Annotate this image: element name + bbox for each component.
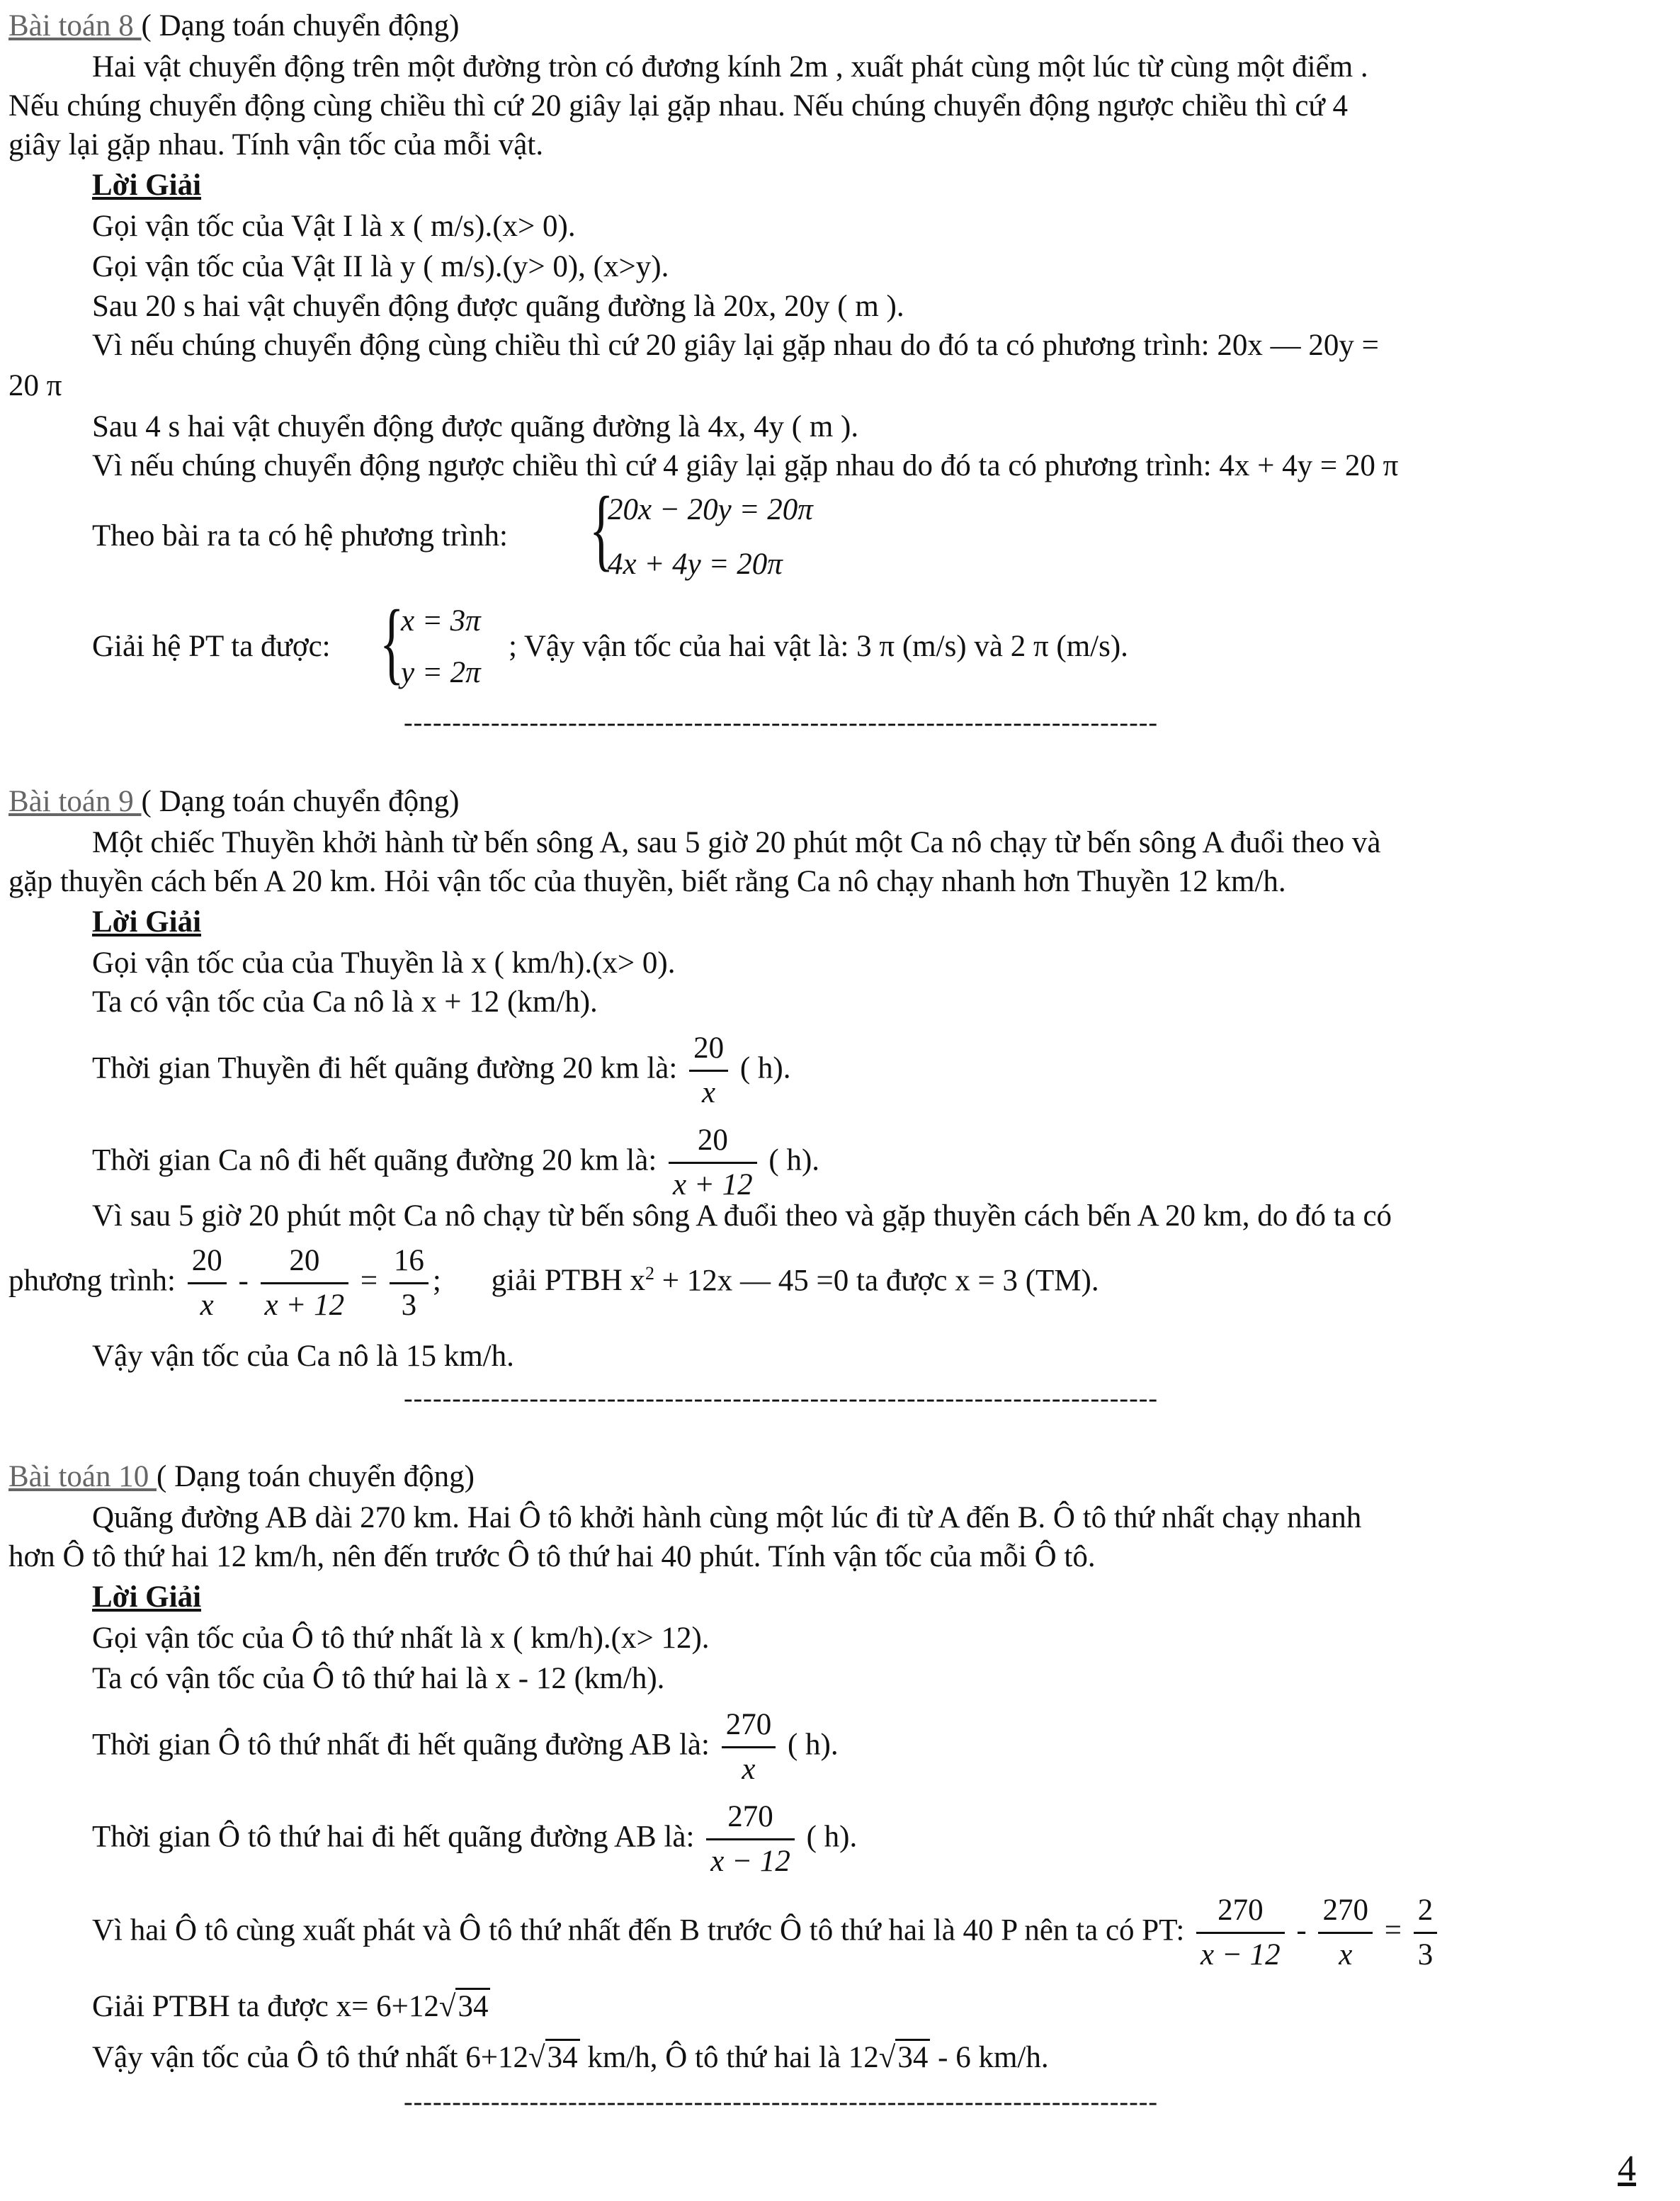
fraction-270-over-x	[722, 1704, 776, 1791]
problem-8-line-3: Sau 20 s hai vật chuyển động được quãng đường là 20x, 20y ( m ).	[92, 290, 904, 323]
unit-hours: ( h).	[787, 1728, 839, 1762]
quadratic-text: giải PTBH x	[491, 1264, 646, 1298]
problem-10-type: ( Dạng toán chuyển động)	[157, 1460, 475, 1493]
fraction-20-over-x-plus-12	[261, 1240, 349, 1327]
problem-10-statement-1: Quãng đường AB dài 270 km. Hai Ô tô khởi hành cùng một lúc đi từ A đến B. Ô tô thứ nhất chạy nhanh	[92, 1501, 1362, 1534]
problem-10-line-3-text: Thời gian Ô tô thứ nhất đi hết quãng đường AB là:	[92, 1728, 710, 1762]
sqrt-icon: √	[438, 1990, 456, 2023]
fraction-numerator: 2	[1417, 1894, 1434, 1927]
fraction-denominator: x − 12	[1196, 1932, 1285, 1976]
problem-9-solution-label: Lời Giải	[92, 905, 202, 939]
semicolon: ;	[432, 1264, 441, 1298]
fraction-numerator: 270	[1322, 1894, 1368, 1927]
sqrt-radicand: 34	[545, 2039, 580, 2074]
fraction-numerator: 16	[393, 1244, 424, 1277]
problem-9-line-4-text: Thời gian Ca nô đi hết quãng đường 20 km là:	[92, 1143, 657, 1177]
problem-10-line-6	[92, 1989, 490, 2025]
fraction-numerator: 20	[697, 1124, 728, 1157]
problem-9-line-1: Gọi vận tốc của của Thuyền là x ( km/h).(x> 0).	[92, 946, 676, 980]
fraction-numerator: 20	[693, 1031, 725, 1065]
result-y: y = 2π	[401, 656, 481, 689]
problem-10-statement-2: hơn Ô tô thứ hai 12 km/h, nên đến trước Ô tô thứ hai 40 phút. Tính vận tốc của mỗi Ô tô.	[8, 1540, 1096, 1573]
sqrt-radicand: 34	[895, 2039, 930, 2074]
separator-1: ------------------------------------------------------------------------------	[404, 708, 1159, 737]
quadratic-text-cont: + 12x — 45 =0 ta được x = 3 (TM).	[654, 1264, 1099, 1298]
problem-9-statement-2: gặp thuyền cách bến A 20 km. Hỏi vận tốc của thuyền, biết rằng Ca nô chạy nhanh hơn Thuyền 12 km/h.	[8, 865, 1286, 898]
result-x: x = 3π	[401, 604, 481, 638]
system-equation-1: 20x − 20y = 20π	[608, 493, 813, 526]
fraction-numerator: 270	[727, 1800, 773, 1833]
problem-8-type: ( Dạng toán chuyển động)	[141, 9, 460, 43]
sqrt-radicand: 34	[455, 1988, 490, 2023]
problem-10-line-5-text: Vì hai Ô tô cùng xuất phát và Ô tô thứ nhất đến B trước Ô tô thứ hai là 40 P nên ta có PT:	[92, 1913, 1185, 1947]
exponent: 2	[645, 1263, 655, 1284]
problem-8-statement-3: giây lại gặp nhau. Tính vận tốc của mỗi vật.	[8, 128, 544, 162]
fraction-denominator: x − 12	[706, 1838, 795, 1883]
separator-3: ------------------------------------------------------------------------------	[404, 2087, 1159, 2117]
conclusion-text-3: - 6 km/h.	[930, 2041, 1049, 2074]
fraction-denominator: x	[1318, 1932, 1373, 1976]
unit-hours: ( h).	[768, 1143, 820, 1177]
problem-10-conclusion	[92, 2040, 1049, 2076]
problem-8-solve-label: Giải hệ PT ta được:	[92, 630, 331, 663]
sqrt-icon: √	[528, 2041, 545, 2074]
problem-10-title: Bài toán 10	[8, 1460, 157, 1493]
unit-hours: ( h).	[739, 1051, 791, 1085]
fraction-20-over-x-plus-12	[669, 1119, 757, 1206]
problem-8-heading	[8, 9, 459, 44]
problem-9-line-5: Vì sau 5 giờ 20 phút một Ca nô chạy từ bến sông A đuổi theo và gặp thuyền cách bến A 20 km, do đó ta có	[92, 1199, 1392, 1233]
equation-label: phương trình:	[8, 1264, 176, 1298]
problem-9-line-3-text: Thời gian Thuyền đi hết quãng đường 20 km là:	[92, 1051, 678, 1085]
fraction-denominator: x	[689, 1070, 728, 1114]
problem-8-line-4-cont: 20 π	[8, 369, 62, 402]
problem-9-heading	[8, 784, 459, 820]
conclusion-text-1: Vậy vận tốc của Ô tô thứ nhất 6+12	[92, 2041, 528, 2074]
problem-9-title: Bài toán 9	[8, 785, 142, 818]
fraction-denominator: x	[188, 1282, 227, 1327]
problem-9-statement-1: Một chiếc Thuyền khởi hành từ bến sông A, sau 5 giờ 20 phút một Ca nô chạy từ bến sông A đuổi theo và	[92, 826, 1381, 859]
problem-8-title: Bài toán 8	[8, 9, 142, 43]
fraction-denominator: x + 12	[261, 1282, 349, 1327]
problem-9-type: ( Dạng toán chuyển động)	[141, 785, 460, 818]
page-number: 4	[1618, 2149, 1636, 2189]
problem-8-line-6: Vì nếu chúng chuyển động ngược chiều thì cứ 4 giây lại gặp nhau do đó ta có phương trình: 4x + 4y = 20 π	[92, 449, 1399, 482]
problem-10-heading	[8, 1459, 475, 1495]
fraction-270-over-x	[1318, 1889, 1373, 1976]
fraction-denominator: 3	[1414, 1932, 1438, 1976]
problem-8-line-4: Vì nếu chúng chuyển động cùng chiều thì cứ 20 giây lại gặp nhau do đó ta có phương trình: 20x — 20y =	[92, 329, 1379, 362]
problem-8-statement-2: Nếu chúng chuyển động cùng chiều thì cứ 20 giây lại gặp nhau. Nếu chúng chuyển động ngược chiều thì cứ 4	[8, 89, 1348, 123]
minus-sign: -	[238, 1264, 249, 1298]
problem-9-line-2: Ta có vận tốc của Ca nô là x + 12 (km/h).	[92, 985, 598, 1019]
fraction-denominator: x + 12	[669, 1162, 757, 1206]
fraction-numerator: 270	[1218, 1894, 1264, 1927]
equals-sign: =	[1384, 1913, 1402, 1947]
unit-hours: ( h).	[806, 1820, 858, 1854]
problem-8-answer: ; Vậy vận tốc của hai vật là: 3 π (m/s) và 2 π (m/s).	[509, 630, 1128, 663]
problem-9-equation-line	[8, 1240, 1099, 1327]
fraction-270-over-x-minus-12	[706, 1796, 795, 1883]
separator-2: ------------------------------------------------------------------------------	[404, 1384, 1159, 1413]
problem-10-solution-label: Lời Giải	[92, 1580, 202, 1614]
sqrt-icon: √	[878, 2041, 896, 2074]
fraction-20-over-x	[188, 1240, 227, 1327]
problem-8-solution-label: Lời Giải	[92, 169, 202, 202]
fraction-numerator: 270	[725, 1708, 772, 1741]
problem-10-line-3	[92, 1704, 839, 1791]
problem-10-line-6-text: Giải PTBH ta được x= 6+12	[92, 1990, 439, 2023]
system-brace: {	[589, 478, 614, 580]
fraction-numerator: 20	[191, 1244, 222, 1277]
problem-9-line-4	[92, 1119, 819, 1206]
conclusion-text-2: km/h, Ô tô thứ hai là 12	[579, 2041, 879, 2074]
result-brace: {	[380, 592, 404, 694]
problem-8-statement-1: Hai vật chuyển động trên một đường tròn có đương kính 2m , xuất phát cùng một lúc từ cùng một điểm .	[92, 50, 1368, 84]
fraction-denominator: 3	[390, 1282, 428, 1327]
system-equation-2: 4x + 4y = 20π	[608, 548, 783, 581]
problem-9-line-3	[92, 1027, 790, 1114]
problem-9-conclusion: Vậy vận tốc của Ca nô là 15 km/h.	[92, 1340, 514, 1373]
fraction-numerator: 20	[289, 1244, 320, 1277]
problem-8-line-2: Gọi vận tốc của Vật II là y ( m/s).(y> 0), (x>y).	[92, 250, 669, 283]
fraction-2-over-3	[1414, 1889, 1438, 1976]
fraction-16-over-3	[390, 1240, 428, 1327]
fraction-20-over-x	[689, 1027, 728, 1114]
equals-sign: =	[360, 1264, 378, 1298]
problem-8-system-label: Theo bài ra ta có hệ phương trình:	[92, 519, 508, 553]
fraction-270-over-x-minus-12	[1196, 1889, 1285, 1976]
problem-10-line-2: Ta có vận tốc của Ô tô thứ hai là x - 12 (km/h).	[92, 1662, 665, 1695]
minus-sign: -	[1296, 1913, 1307, 1947]
problem-10-line-4	[92, 1796, 857, 1883]
problem-10-line-1: Gọi vận tốc của Ô tô thứ nhất là x ( km/h).(x> 12).	[92, 1622, 710, 1655]
problem-8-line-5: Sau 4 s hai vật chuyển động được quãng đường là 4x, 4y ( m ).	[92, 410, 859, 443]
problem-8-line-1: Gọi vận tốc của Vật I là x ( m/s).(x> 0).	[92, 210, 576, 243]
fraction-denominator: x	[722, 1746, 776, 1791]
problem-10-equation-line	[92, 1889, 1441, 1976]
problem-10-line-4-text: Thời gian Ô tô thứ hai đi hết quãng đường AB là:	[92, 1820, 695, 1854]
